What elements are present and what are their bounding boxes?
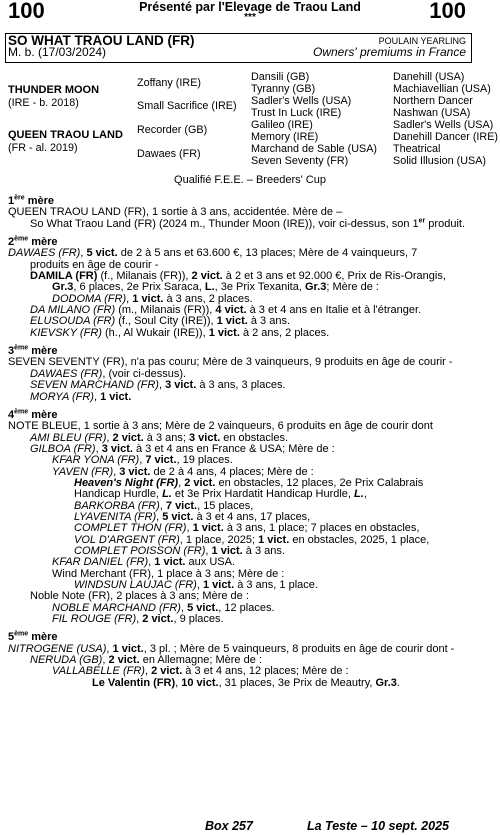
pedigree-g4: Nashwan (USA) (393, 107, 471, 119)
qualification: Qualifié F.E.E. – Breeders' Cup (174, 174, 326, 186)
pedigree-g3: Galileo (IRE) (251, 119, 313, 131)
lot-number-left: 100 (8, 0, 45, 23)
family-note-line: WINDSUN LAUJAC (FR), 1 vict. à 3 ans, 1 place. (74, 579, 318, 591)
family-note-line: MORYA (FR), 1 vict. (30, 390, 132, 403)
family-note-line: YAVEN (FR), 3 vict. de 2 à 4 ans, 4 places; Mère de : (52, 465, 314, 478)
family-note-line: NOBLE MARCHAND (FR), 5 vict., 12 places. (52, 601, 275, 614)
family-note-line: VALLABELLE (FR), 2 vict. à 3 et 4 ans, 12 places; Mère de : (52, 665, 349, 678)
family-note-line: VOL D'ARGENT (FR), 1 place, 2025; 1 vict. en obstacles, 2025, 1 place, (74, 533, 430, 546)
horse-name: SO WHAT TRAOU LAND (FR) (8, 33, 195, 48)
dam-detail: (FR - al. 2019) (8, 142, 78, 154)
pedigree-g4: Solid Illusion (USA) (393, 155, 487, 167)
family-note-line: LYAVENITA (FR), 5 vict. à 3 et 4 ans, 17 places, (74, 510, 311, 523)
family-note-line: NOTE BLEUE, 1 sortie à 3 ans; Mère de 2 vainqueurs, 6 produits en âge de courir dont (8, 420, 433, 433)
family-note-line: DA MILANO (FR) (m., Milanais (FR)), 4 vict. à 3 et 4 ans en Italie et à l'étranger. (30, 304, 422, 317)
family-note-line: COMPLET POISSON (FR), 1 vict. à 3 ans. (74, 544, 285, 557)
box-number: Box 257 (205, 819, 253, 833)
family-note-line: GILBOA (FR), 3 vict. à 3 et 4 ans en France & USA; Mère de : (30, 442, 335, 455)
family-note-line: SEVEN MARCHAND (FR), 3 vict. à 3 ans, 3 places. (30, 379, 286, 392)
family-note-line: Wind Merchant (FR), 1 place à 3 ans; Mère de : (52, 567, 285, 580)
family-note-line: NITROGENE (USA), 1 vict., 3 pl. ; Mère de 5 vainqueurs, 8 produits en âge de courir dont - (8, 642, 455, 655)
family-notes (8, 196, 468, 689)
sire-name: THUNDER MOON (8, 84, 100, 96)
pedigree-g4: Theatrical (393, 143, 441, 155)
family-note-line: AMI BLEU (FR), 2 vict. à 3 ans; 3 vict. en obstacles. (30, 431, 289, 444)
family-note-line: NERUDA (GB), 2 vict. en Allemagne; Mère de : (30, 654, 262, 667)
family-note-line: BARKORBA (FR), 7 vict., 15 places, (74, 499, 254, 512)
fourth-dam-heading: 4ème mère (8, 408, 58, 421)
family-note-line: COMPLET THON (FR), 1 vict. à 3 ans, 1 place; 7 places en obstacles, (74, 522, 420, 535)
family-note-line: KFAR YONA (FR), 7 vict., 19 places. (52, 454, 233, 467)
pedigree-g3: Tyranny (GB) (251, 83, 316, 95)
family-note-line: Handicap Hurdle, L. et 3e Prix Hardatit Handicap Hurdle, L., (74, 488, 367, 501)
pedigree-g3: Trust In Luck (IRE) (251, 107, 342, 119)
pedigree-g4: Northern Dancer (393, 95, 473, 107)
lot-number-right: 100 (429, 0, 466, 23)
family-note-line: SEVEN SEVENTY (FR), n'a pas couru; Mère de 3 vainqueurs, 9 produits en âge de courir - (8, 356, 453, 369)
pedigree-g3: Dansili (GB) (251, 71, 310, 83)
family-note-line: So What Traou Land (FR) (2024 m., Thunder Moon (IRE)), voir ci-dessus, son 1er produit. (30, 217, 465, 230)
family-note-line: Noble Note (FR), 2 places à 3 ans; Mère de : (30, 590, 249, 603)
pedigree-g4: Danehill Dancer (IRE) (393, 131, 499, 143)
pedigree-g3: Seven Seventy (FR) (251, 155, 349, 167)
sex-age: POULAIN YEARLING (378, 36, 466, 46)
dam-name: QUEEN TRAOU LAND (8, 129, 123, 141)
pedigree-g3: Sadler's Wells (USA) (251, 95, 352, 107)
third-dam-heading: 3ème mère (8, 344, 58, 358)
family-note-line: DAWAES (FR), (voir ci-dessus). (30, 367, 187, 380)
family-note-line: KFAR DANIEL (FR), 1 vict. aux USA. (52, 556, 236, 569)
family-note-line: QUEEN TRAOU LAND (FR), 1 sortie à 3 ans, accidentée. Mère de – (8, 206, 343, 219)
consignor-title: Présenté par l'Elevage de Traou Land (139, 0, 361, 14)
family-note-line: FIL ROUGE (FR), 2 vict., 9 places. (52, 613, 224, 626)
pedigree-g2: Small Sacrifice (IRE) (137, 100, 237, 112)
pedigree-g4: Sadler's Wells (USA) (393, 119, 494, 131)
family-note-line: Heaven's Night (FR), 2 vict. en obstacles, 12 places, 2e Prix Calabrais (74, 476, 424, 489)
pedigree-g2: Recorder (GB) (137, 124, 208, 136)
sale-info: La Teste – 10 sept. 2025 (307, 819, 449, 833)
family-note-line: produits en âge de courir - (30, 258, 159, 271)
pedigree-g4: Danehill (USA) (393, 71, 465, 83)
family-note-line: Le Valentin (FR), 10 vict., 31 places, 3e Prix de Meautry, Gr.3. (92, 676, 400, 689)
stars: *** (244, 12, 256, 23)
family-note-line: KIEVSKY (FR) (h., Al Wukair (IRE)), 1 vict. à 2 ans, 2 places. (30, 326, 330, 339)
family-note-line: ELUSOUDA (FR) (f., Soul City (IRE)), 1 vict. à 3 ans. (30, 315, 291, 328)
owners-premiums: Owners' premiums in France (313, 45, 466, 59)
pedigree-g2: Zoffany (IRE) (137, 77, 202, 89)
family-note-line: DAMILA (FR) (f., Milanais (FR)), 2 vict. à 2 et 3 ans et 92.000 €, Prix de Ris-Orangis, (30, 270, 446, 283)
birth-info: M. b. (17/03/2024) (8, 45, 107, 59)
sire-detail: (IRE - b. 2018) (8, 97, 79, 109)
pedigree-g2: Dawaes (FR) (137, 148, 201, 160)
fifth-dam-heading: 5ème mère (8, 630, 58, 644)
second-dam-heading: 2ème mère (8, 235, 58, 249)
family-note-line: DODOMA (FR), 1 vict. à 3 ans, 2 places. (52, 292, 253, 305)
pedigree-g3: Marchand de Sable (USA) (251, 143, 378, 155)
family-note-line: Gr.3, 6 places, 2e Prix Saraca, L., 3e Prix Texanita, Gr.3; Mère de : (52, 281, 379, 294)
pedigree-g4: Machiavellian (USA) (393, 83, 491, 95)
dam-heading: 1ère mère (8, 194, 54, 207)
family-note-line: DAWAES (FR), 5 vict. de 2 à 5 ans et 63.600 €, 13 places; Mère de 4 vainqueurs, 7 (8, 247, 418, 260)
pedigree-g3: Memory (IRE) (251, 131, 319, 143)
